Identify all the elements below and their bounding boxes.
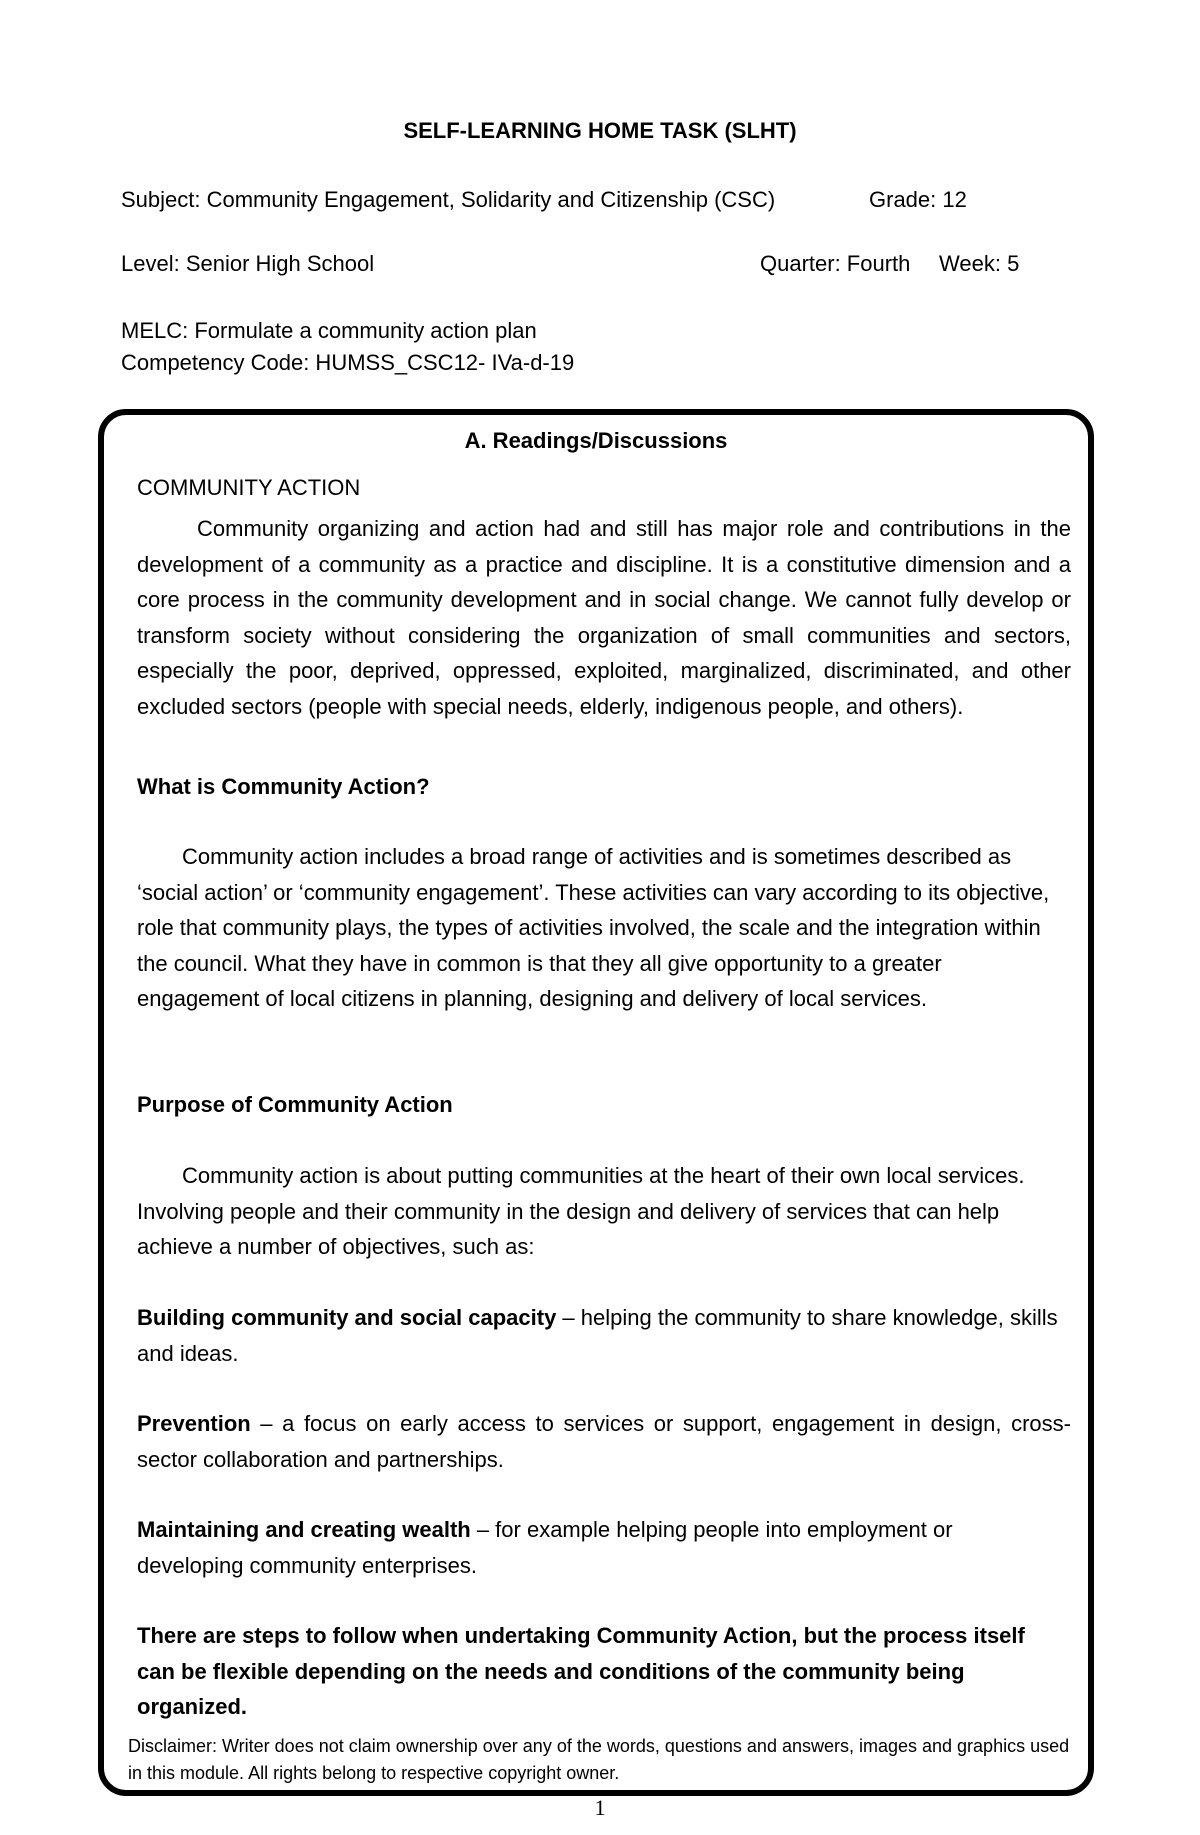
- objective-term: Maintaining and creating wealth: [137, 1517, 471, 1542]
- subject-line: Subject: Community Engagement, Solidarity and Citizenship (CSC): [121, 187, 776, 212]
- competency-line: Competency Code: HUMSS_CSC12- IVa-d-19: [121, 350, 575, 375]
- objective-item: [137, 1512, 1037, 1583]
- intro-paragraph: Community organizing and action had and still has major role and contributions in the development of a community as a practice and discipline. It is a constitutive dimension and a core process in the community development and in social change. We cannot fully develop or transform society without considering the organization of small communities and sectors, especially the poor, deprived, oppressed, exploited, marginalized, discriminated, and other excluded sectors (people with special needs, elderly, indigenous people, and others).: [137, 516, 1071, 719]
- week-line: Week: 5: [939, 251, 1020, 276]
- purpose-paragraph: Community action is about putting communities at the heart of their own local services. Involving people and their community in the design and delivery of services that can help achieve a number of objectives, such as:: [137, 1163, 1025, 1259]
- page-title: SELF-LEARNING HOME TASK (SLHT): [403, 118, 797, 143]
- objective-desc: – helping the community to share knowledge, skills and ideas.: [137, 1305, 1058, 1366]
- objective-term: Prevention: [137, 1411, 251, 1436]
- objective-desc: – for example helping people into employment or developing community enterprises.: [137, 1517, 953, 1578]
- objective-item: [137, 1300, 1071, 1371]
- page-number: 1: [594, 1795, 606, 1820]
- disclaimer: Disclaimer: Writer does not claim ownership over any of the words, questions and answers, images and graphics used in this module. All rights belong to respective copyright owner.: [128, 1736, 1070, 1783]
- steps-note: There are steps to follow when undertaking Community Action, but the process itself can be flexible depending on the needs and conditions of the community being organized.: [137, 1623, 1025, 1719]
- grade-line: Grade: 12: [869, 187, 967, 212]
- subheading: COMMUNITY ACTION: [137, 475, 361, 500]
- question-what-is: What is Community Action?: [137, 774, 430, 799]
- level-line: Level: Senior High School: [121, 251, 375, 276]
- quarter-line: Quarter: Fourth: [760, 251, 911, 276]
- objective-term: Building community and social capacity: [137, 1305, 557, 1330]
- objective-desc: – a focus on early access to services or support, engagement in design, cross-sector collaboration and partnerships.: [137, 1411, 1071, 1472]
- section-title: A. Readings/Discussions: [464, 428, 728, 453]
- melc-line: MELC: Formulate a community action plan: [121, 318, 537, 343]
- what-is-paragraph: Community action includes a broad range of activities and is sometimes described as ‘social action’ or ‘community engagement’. These activities can vary according to its objective, role that community plays, the types of activities involved, the scale and the integration within the council. What they have in common is that they all give opportunity to a greater engagement of local citizens in planning, designing and delivery of local services.: [137, 844, 1050, 1011]
- purpose-heading: Purpose of Community Action: [137, 1092, 453, 1117]
- objective-item: [137, 1406, 1071, 1477]
